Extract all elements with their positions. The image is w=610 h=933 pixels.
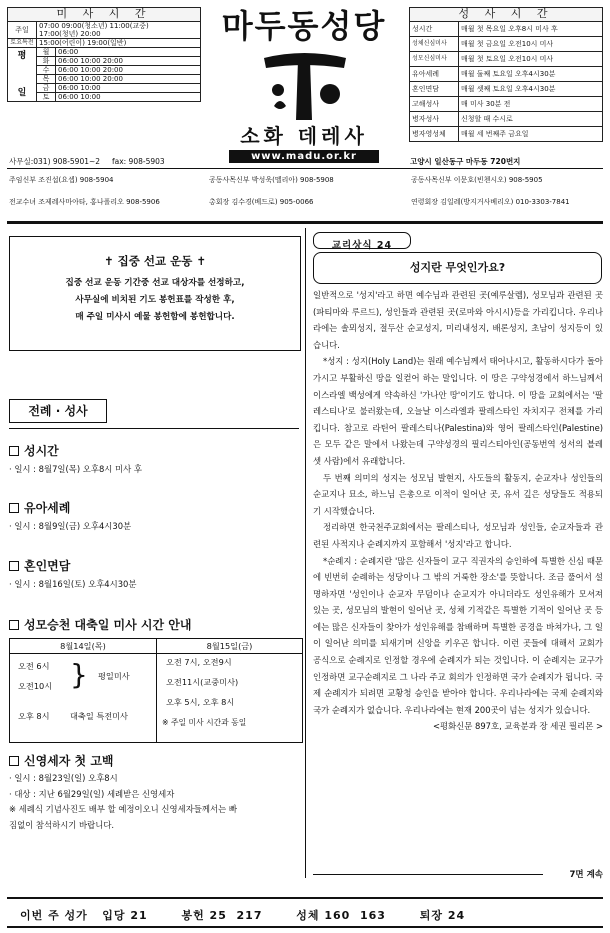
footer-rule-bottom: [7, 926, 603, 928]
assumption-table: [9, 638, 303, 743]
mass-time: 17:00(청년) 20:00: [39, 30, 101, 39]
section-newly-baptized: [9, 752, 303, 833]
mass-times-title: 미 사 시 간: [8, 8, 201, 22]
assumption-col1-head: 8월14일(목): [10, 639, 157, 654]
cross-logo-icon: [206, 46, 402, 124]
mass-time: 06:00 10:00: [56, 93, 201, 102]
assumption-label: 대축일 특전미사: [70, 711, 128, 721]
article-paragraph: 일반적으로 '성지'라고 하면 예수님과 관련된 곳(예루살렘), 성모님과 관련된 곳(파티마와 루르드), 성인들과 관련된 곳(로마와 아시시)등을 가리킵니다. 우리나라에는 솔뫼성지, 절두산 순교성지, 미리내성지, 배론성지, 초남이 성지등이 있습니다.: [313, 290, 603, 350]
square-bullet-icon: [9, 561, 19, 571]
parish-address: 고양시 일산동구 마두동 720번지: [410, 157, 521, 166]
liturgy-heading: [9, 399, 107, 423]
mass-day: 토요특전: [8, 39, 37, 48]
sacrament-time: 신청할 때 수시로: [459, 112, 603, 127]
assumption-time: 오전10시: [18, 681, 53, 691]
square-bullet-icon: [9, 446, 19, 456]
article-paragraph: 두 번째 의미의 성지는 성모님 발현지, 사도들의 활동지, 순교자나 성인들의 순교지나 묘소, 하느님 은총으로 이적이 일어난 곳, 유서 깊은 성당들도 적용되기 시작했습니다.: [313, 472, 603, 516]
sacrament-name: 혼인면담: [410, 82, 459, 97]
square-bullet-icon: [9, 756, 19, 766]
mass-times-table: [7, 7, 201, 102]
sacrament-time: 매월 둘째 토요일 오후4시30분: [459, 67, 603, 82]
assumption-time: 오전 6시: [18, 661, 50, 671]
section-marriage: [9, 557, 299, 590]
sacrament-name: 유아세례: [410, 67, 459, 82]
section-line: · 대상 : 지난 6월29일(일) 세례받은 신영세자: [9, 788, 175, 799]
mass-time: 06:00 10:00 20:00: [56, 66, 201, 75]
section-line: · 일시 : 8월9일(금) 오후4시30분: [9, 521, 132, 531]
brace-icon: }: [70, 658, 88, 691]
assumption-note: ※ 주일 미사 시간과 동일: [162, 718, 247, 727]
continued-rule: [313, 874, 543, 875]
article-source: <평화신문 897호, 교육분과 장 세권 필리몬 >: [432, 721, 603, 732]
section-line: · 일시 : 8월23일(일) 오후8시: [9, 773, 118, 783]
article-title-box: [313, 252, 602, 284]
sacrament-times-title: 성 사 시 간: [410, 8, 603, 22]
continued-label: 7면 계속: [569, 870, 603, 880]
sacrament-name: 성시간: [410, 22, 459, 37]
hymn-footer: 이번 주 성가 입당 21 봉헌 25 217 성체 160 163 퇴장 24: [20, 909, 466, 922]
mass-time: 06:00 10:00 20:00: [56, 57, 201, 66]
section-title: 혼인면담: [24, 559, 71, 573]
article-paragraph: *순례지 : 순례지란 '많은 신자들이 교구 직권자의 승인하에 특별한 신심 때문에 빈번히 순례하는 성당이나 그 밖의 거룩한 장소'를 뜻합니다. 조금 풀어서 설명하자면 '성인이나 순교자 무덤이나 순교지가 아니더라도 성인유해가 모셔져 있는 곳, 성모님의 발현이 일어난 곳, 성체 기적같은 특별한 기적이 일어난 곳 등에는 많은 신자들이 찾아가 성인유해를 참배하며 특별한 공경을 바쳐가나, 그 일이 일어난 의미를 되새기며 신앙을 키우곤 합니다. 이런 곳들에 대해서 교회가 공식으로 순례지로 인정할 경우에 순례지가 되는 것입니다. 이 순례지는 교구가 인정하면 교구순례지로 그 나라 주교 회의가 인정하면 국가 순례지가 됩니다. 국제 순례지가 되려면 교황청 승인을 받아야 합니다. 우리나라에는 국제 순례지와 국가 순례지가 없습니다. 우리나라에는 현재 200곳이 넘는 성지가 있습니다.: [313, 555, 603, 715]
section-assumption: [9, 616, 301, 633]
staff-entry: 공동사목신부 박성욱(멜리아) 908-5908: [209, 176, 334, 184]
staff-entry: 총회장 김수경(베드로) 905-0066: [209, 198, 314, 206]
header-divider: [7, 168, 603, 169]
mission-box: [9, 236, 301, 351]
mission-line: 사무실에 비치된 기도 봉헌표를 작성한 후,: [75, 295, 235, 305]
mission-line: 집중 선교 운동 기간중 선교 대상자를 선정하고,: [65, 278, 245, 288]
assumption-time: 오후 8시: [18, 711, 50, 721]
sacrament-name: 고해성사: [410, 97, 459, 112]
mass-day: 월: [37, 48, 56, 57]
assumption-time: 오후 5시, 오후 8시: [166, 697, 235, 707]
section-line: · 일시 : 8월7일(목) 오후8시 미사 후: [9, 464, 142, 474]
office-contact: 사무실:031) 908-5901~2 fax: 908-5903: [9, 157, 165, 166]
section-infant-baptism: [9, 499, 299, 532]
section-title: 신영세자 첫 고백: [24, 754, 114, 768]
header-thick-rule: [7, 221, 603, 224]
sacrament-time: 매 미사 30분 전: [459, 97, 603, 112]
masthead: [206, 6, 402, 166]
section-title: 성시간: [24, 444, 59, 458]
sacrament-name: 병자영성체: [410, 127, 459, 142]
footer-rule-top: [7, 897, 603, 899]
section-line: · 일시 : 8월16일(토) 오후4시30분: [9, 579, 137, 589]
section-line: 짐없이 참석하시기 바랍니다.: [9, 819, 115, 830]
website-url: www.madu.or.kr: [229, 150, 379, 163]
section-title: 성모승천 대축일 미사 시간 안내: [24, 618, 192, 632]
parish-title: 마두동성당: [221, 7, 387, 45]
staff-entry: 공동사목신부 이문호(빈첸시오) 908-5905: [411, 176, 543, 184]
mass-day: 화: [37, 57, 56, 66]
section-line: ※ 세례식 기념사진도 배부 할 예정이오니 신영세자들께서는 빠: [9, 804, 237, 814]
mission-line: 매 주일 미사시 예물 봉헌함에 봉헌합니다.: [75, 312, 235, 322]
sacrament-time: 매월 세 번째주 금요일: [459, 127, 603, 142]
assumption-col2-head: 8월15일(금): [157, 639, 302, 654]
sacrament-time: 매월 첫 토요일 오전10시 미사: [459, 52, 603, 67]
assumption-time: 오전11시(교중미사): [166, 677, 239, 687]
section-title: 유아세례: [24, 501, 71, 515]
sacrament-name: 성모신심미사: [410, 52, 459, 67]
staff-entry: 전교수녀 조제레사마아타, 홍나폴리오 908-5906: [9, 198, 160, 206]
square-bullet-icon: [9, 503, 19, 513]
staff-entry: 주임신부 조진섭(요셉) 908-5904: [9, 176, 114, 184]
column-divider: [305, 228, 306, 878]
article-tag: [313, 232, 411, 249]
staff-entry: 연령회장 김일레(방지거사베리오) 010-3303-7841: [411, 198, 570, 206]
article-paragraph: 정리하면 한국천주교회에서는 팔레스티나, 성모님과 성인들, 순교자들과 관련된 사적지나 순례지까지 포함해서 '성지'라고 합니다.: [313, 522, 603, 549]
mass-day: 수: [37, 66, 56, 75]
assumption-col-divider: [156, 653, 157, 742]
mass-day: 목: [37, 75, 56, 84]
assumption-label: 평일미사: [98, 671, 130, 681]
sacrament-time: 매월 첫 금요일 오전10시 미사: [459, 37, 603, 52]
article-tag-text: 교리상식 24: [331, 240, 393, 251]
mass-day: 주일: [8, 22, 37, 39]
mass-day: 토: [37, 93, 56, 102]
article-title: 성지란 무엇인가요?: [409, 261, 506, 274]
mass-time: 06:00: [56, 48, 201, 57]
patron-name: 소화 데레사: [240, 124, 368, 148]
mission-title: ✝ 집중 선교 운동 ✝: [104, 254, 206, 268]
sacrament-time: 매월 첫 목요일 오후8시 미사 후: [459, 22, 603, 37]
sacrament-time: 매월 셋째 토요일 오후4시30분: [459, 82, 603, 97]
liturgy-divider: [9, 428, 299, 429]
sacrament-times-table: [409, 7, 603, 142]
mass-day: 금: [37, 84, 56, 93]
sacrament-name: 성체신심미사: [410, 37, 459, 52]
mass-time: 15:00(어린이) 19:00(일반): [37, 39, 201, 48]
square-bullet-icon: [9, 620, 19, 630]
weekday-label: 평: [17, 51, 27, 62]
article-body: [313, 287, 603, 735]
section-holy-hour: [9, 442, 299, 475]
weekday-label: 일: [17, 87, 27, 98]
sacrament-name: 병자성사: [410, 112, 459, 127]
mass-time: 06:00 10:00: [56, 84, 201, 93]
article-paragraph: *성지 : 성지(Holy Land)는 원래 예수님께서 태어나시고, 활동하시다가 돌아가시고 부활하신 땅을 일컫어 하는 말입니다. 이 땅은 구약성경에서 하느님께서 이스라엘 백성에게 약속하신 '가나안 땅'이기도 합니다. 이 땅을 교회에서는 '팔레스티나'로 불러왔는데, 오늘날 이스라엘과 팔레스타인 자치지구 전체를 가리킵니다. 참고로 라틴어 팔레스티나(Palestina)와 영어 팔레스타인(Palestine)은 모두 같은 말에서 나왔는데 구약성경의 필리스티아인(공동번역 성서의 블레셋 사람)에서 유래합니다.: [313, 356, 603, 466]
liturgy-heading-text: 전례 · 성사: [28, 404, 88, 418]
assumption-time: 오전 7시, 오전9시: [166, 657, 232, 667]
mass-time: 07:00 09:00(청소년) 11:00(교중): [39, 22, 149, 30]
mass-time: 06:00 10:00 20:00: [56, 75, 201, 84]
